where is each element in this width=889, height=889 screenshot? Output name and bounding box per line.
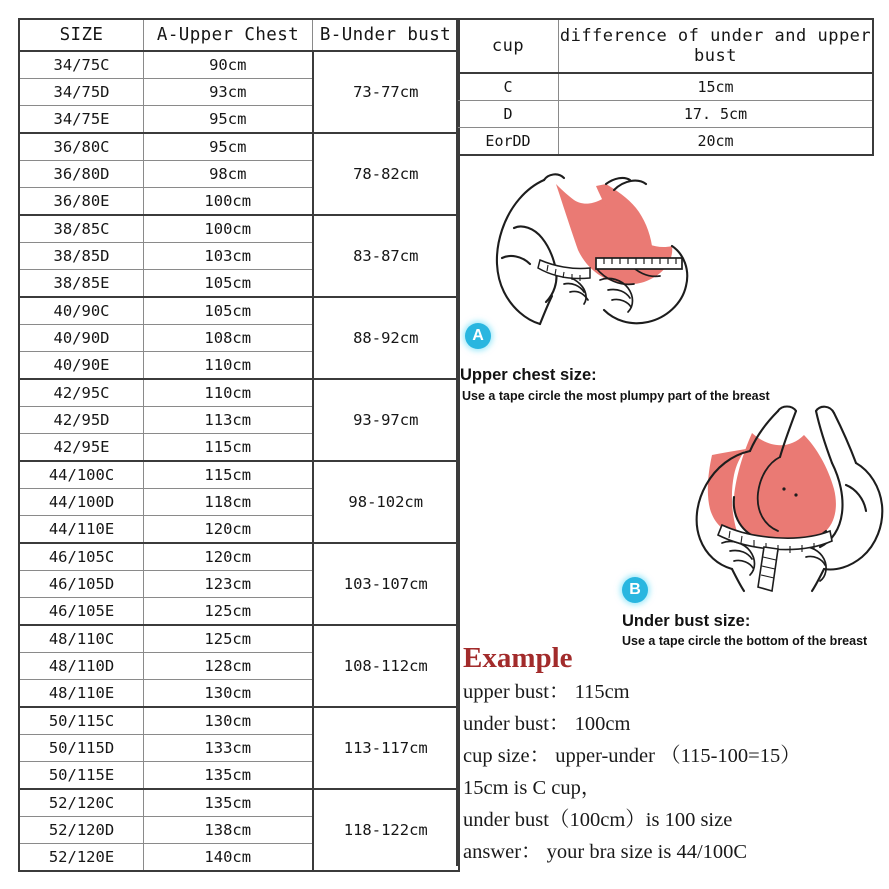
cell-upper-chest: 100cm: [144, 215, 313, 243]
cell-size: 44/110E: [19, 516, 144, 544]
cell-size: 42/95E: [19, 434, 144, 462]
cell-difference: 20cm: [559, 128, 874, 156]
cell-size: 40/90D: [19, 325, 144, 352]
cell-size: 46/105C: [19, 543, 144, 571]
badge-a: A: [465, 323, 491, 349]
cell-upper-chest: 113cm: [144, 407, 313, 434]
size-table-row: [19, 543, 459, 571]
cell-upper-chest: 115cm: [144, 461, 313, 489]
size-table-row: [19, 133, 459, 161]
cell-upper-chest: 105cm: [144, 270, 313, 298]
header-cup: cup: [457, 19, 559, 73]
cell-under-bust: 108-112cm: [313, 625, 460, 707]
badge-b: B: [622, 577, 648, 603]
cell-upper-chest: 90cm: [144, 51, 313, 79]
upper-chest-measurement-illustration: [478, 172, 728, 332]
cell-upper-chest: 110cm: [144, 352, 313, 380]
header-size: SIZE: [19, 19, 144, 51]
size-table-row: [19, 707, 459, 735]
cup-table-head: [457, 19, 873, 73]
size-table-row: [19, 379, 459, 407]
cell-size: 46/105E: [19, 598, 144, 626]
cell-upper-chest: 95cm: [144, 106, 313, 134]
cell-size: 50/115E: [19, 762, 144, 790]
cell-upper-chest: 123cm: [144, 571, 313, 598]
cell-size: 42/95D: [19, 407, 144, 434]
cup-difference-table-container: [456, 18, 871, 156]
tape-measure-upper-left: [538, 260, 590, 281]
cell-upper-chest: 125cm: [144, 598, 313, 626]
cell-upper-chest: 105cm: [144, 297, 313, 325]
cell-cup: D: [457, 101, 559, 128]
cell-difference: 15cm: [559, 73, 874, 101]
cell-size: 36/80C: [19, 133, 144, 161]
size-chart-table-container: [18, 18, 456, 872]
cell-under-bust: 73-77cm: [313, 51, 460, 133]
upper-chest-size-title: Upper chest size:: [460, 366, 597, 384]
under-bust-size-description: Use a tape circle the bottom of the breast: [622, 634, 868, 648]
cell-upper-chest: 118cm: [144, 489, 313, 516]
header-upper-chest: A-Upper Chest: [144, 19, 313, 51]
cell-size: 40/90E: [19, 352, 144, 380]
cell-upper-chest: 100cm: [144, 188, 313, 216]
cell-size: 36/80E: [19, 188, 144, 216]
cell-size: 48/110E: [19, 680, 144, 708]
cell-upper-chest: 130cm: [144, 680, 313, 708]
cell-upper-chest: 135cm: [144, 789, 313, 817]
size-table-body: [19, 51, 459, 871]
cell-size: 38/85E: [19, 270, 144, 298]
cup-table-row: [457, 101, 873, 128]
upper-chest-size-description: Use a tape circle the most plumpy part of the breast: [462, 389, 770, 403]
size-table-row: [19, 625, 459, 653]
cell-upper-chest: 115cm: [144, 434, 313, 462]
cell-upper-chest: 135cm: [144, 762, 313, 790]
size-table-header-row: [19, 19, 459, 51]
cell-difference: 17. 5cm: [559, 101, 874, 128]
cup-table-row: [457, 73, 873, 101]
cup-table-body: [457, 73, 873, 155]
size-table-row: [19, 215, 459, 243]
cell-upper-chest: 93cm: [144, 79, 313, 106]
cell-size: 52/120E: [19, 844, 144, 872]
example-line: answer： your bra size is 44/100C: [463, 841, 748, 863]
header-under-bust: B-Under bust: [313, 19, 460, 51]
cell-size: 52/120C: [19, 789, 144, 817]
example-title: Example: [463, 642, 573, 674]
cell-upper-chest: 110cm: [144, 379, 313, 407]
cell-upper-chest: 120cm: [144, 516, 313, 544]
example-line: cup size： upper-under （115-100=15）: [463, 745, 801, 767]
cell-size: 42/95C: [19, 379, 144, 407]
cell-cup: C: [457, 73, 559, 101]
cell-upper-chest: 98cm: [144, 161, 313, 188]
cell-upper-chest: 138cm: [144, 817, 313, 844]
cell-size: 50/115C: [19, 707, 144, 735]
cell-upper-chest: 103cm: [144, 243, 313, 270]
cell-size: 48/110C: [19, 625, 144, 653]
cell-upper-chest: 125cm: [144, 625, 313, 653]
cell-size: 52/120D: [19, 817, 144, 844]
under-bust-measurement-illustration: [660, 405, 889, 595]
cell-size: 34/75C: [19, 51, 144, 79]
cell-upper-chest: 133cm: [144, 735, 313, 762]
cup-table-row: [457, 128, 873, 156]
cell-upper-chest: 130cm: [144, 707, 313, 735]
cell-size: 46/105D: [19, 571, 144, 598]
cell-size: 34/75E: [19, 106, 144, 134]
vertical-divider-top: [456, 18, 458, 168]
cell-under-bust: 88-92cm: [313, 297, 460, 379]
under-bust-size-title: Under bust size:: [622, 612, 751, 630]
size-table-row: [19, 297, 459, 325]
cell-size: 48/110D: [19, 653, 144, 680]
size-table-head: [19, 19, 459, 51]
example-line: upper bust： 115cm: [463, 681, 630, 703]
cell-under-bust: 103-107cm: [313, 543, 460, 625]
cell-under-bust: 83-87cm: [313, 215, 460, 297]
size-chart-table: [18, 18, 460, 872]
cell-size: 36/80D: [19, 161, 144, 188]
example-block: [463, 642, 883, 868]
example-lines: [463, 676, 883, 868]
example-line: 15cm is C cup，: [463, 777, 602, 799]
cell-upper-chest: 95cm: [144, 133, 313, 161]
example-line: under bust（100cm）is 100 size: [463, 809, 733, 831]
cell-size: 34/75D: [19, 79, 144, 106]
cup-table-header-row: [457, 19, 873, 73]
cell-under-bust: 113-117cm: [313, 707, 460, 789]
cell-upper-chest: 120cm: [144, 543, 313, 571]
cell-upper-chest: 140cm: [144, 844, 313, 872]
example-line: under bust： 100cm: [463, 713, 631, 735]
tape-measure-upper: [596, 258, 682, 269]
cell-upper-chest: 128cm: [144, 653, 313, 680]
size-table-row: [19, 789, 459, 817]
cell-under-bust: 78-82cm: [313, 133, 460, 215]
cell-size: 44/100D: [19, 489, 144, 516]
size-table-row: [19, 51, 459, 79]
cell-under-bust: 93-97cm: [313, 379, 460, 461]
cell-under-bust: 118-122cm: [313, 789, 460, 871]
cell-size: 44/100C: [19, 461, 144, 489]
cell-size: 50/115D: [19, 735, 144, 762]
cell-size: 40/90C: [19, 297, 144, 325]
vertical-divider-bottom: [456, 166, 458, 866]
cell-size: 38/85C: [19, 215, 144, 243]
header-difference: difference of under and upper bust: [559, 19, 874, 73]
cell-size: 38/85D: [19, 243, 144, 270]
cell-upper-chest: 108cm: [144, 325, 313, 352]
cell-under-bust: 98-102cm: [313, 461, 460, 543]
cup-difference-table: [456, 18, 874, 156]
cell-cup: EorDD: [457, 128, 559, 156]
size-table-row: [19, 461, 459, 489]
